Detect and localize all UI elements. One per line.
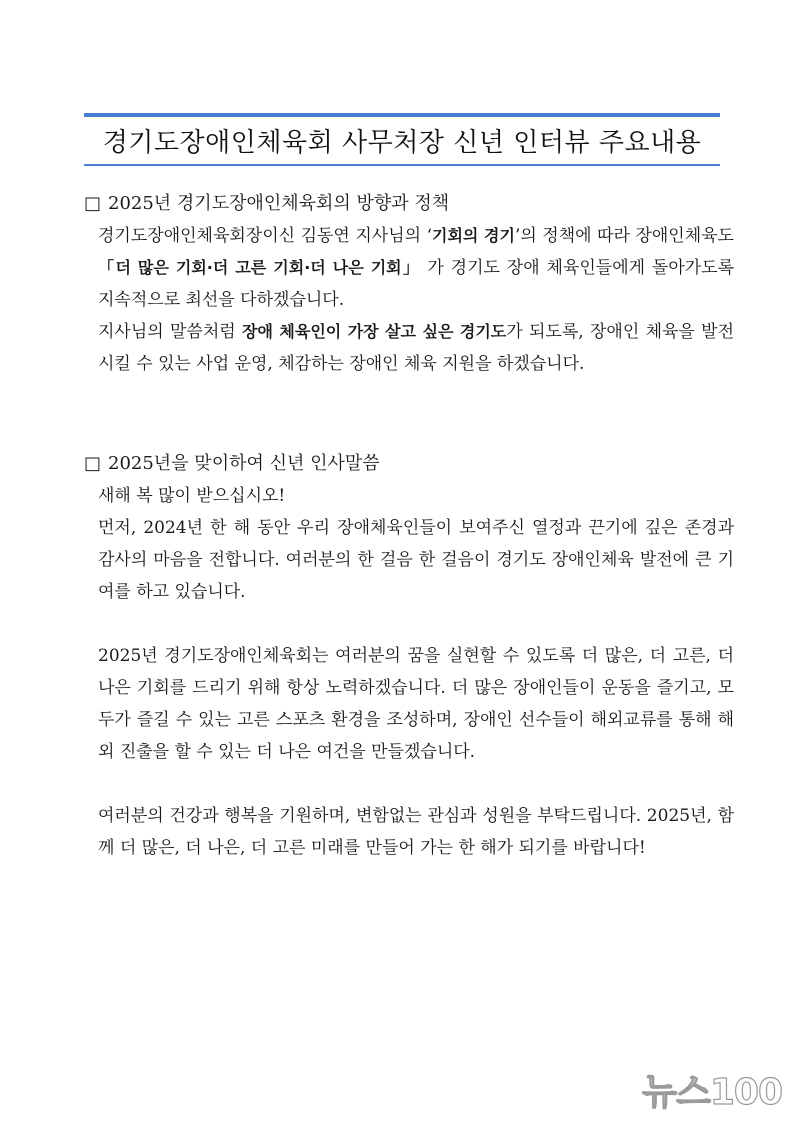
bold-phrase: 장애 체육인이 가장 살고 싶은 경기도: [242, 322, 507, 341]
text-run: 경기도장애인체육회장이신 김동연 지사님의 ‘: [98, 226, 432, 246]
policy-paragraph-1: [98, 220, 734, 316]
news100-watermark-logo: 뉴스100: [642, 1072, 782, 1113]
section-greeting: [84, 450, 734, 864]
greeting-paragraph-2: 먼저, 2024년 한 해 동안 우리 장애체육인들이 보여주신 열정과 끈기에 깊은 존경과 감사의 마음을 전합니다. 여러분의 한 걸음 한 걸음이 경기도 장애인체육 발전에 큰 기여를 하고 있습니다.: [98, 518, 734, 602]
paragraph-gap: [84, 608, 734, 640]
section-heading-policy: [84, 190, 734, 218]
text-run: ’의 정책에 따라 장애인체육도: [514, 226, 734, 246]
bold-phrase: 「더 많은 기회·더 고른 기회·더 나은 기회」: [98, 258, 421, 277]
text-run: 가 경기도 장애 체육인들에게 돌아가도록 지속적으로 최선을 다하겠습니다.: [98, 258, 735, 310]
policy-paragraph-2: [98, 316, 734, 380]
section-policy: [84, 190, 734, 380]
section-heading-greeting: [84, 450, 734, 478]
checkbox-square-icon: □: [84, 453, 102, 474]
bold-phrase: 기회의 경기: [431, 226, 515, 245]
paragraph-gap: [84, 768, 734, 800]
text-run: 지사님의 말씀처럼: [98, 322, 243, 342]
checkbox-square-icon: □: [84, 193, 102, 214]
greeting-paragraph-1: 새해 복 많이 받으십시오!: [98, 486, 286, 506]
greeting-paragraph-3: 2025년 경기도장애인체육회는 여러분의 꿈을 실현할 수 있도록 더 많은, 더 고른, 더 나은 기회를 드리기 위해 항상 노력하겠습니다. 더 많은 장애인들이 운동을 즐기고, 모두가 즐길 수 있는 고른 스포츠 환경을 조성하며, 장애인 선수들이 해외교류를 통해 해외 진출을 할 수 있는 더 나은 여건을 만들겠습니다.: [98, 646, 734, 762]
greeting-paragraph-4: 여러분의 건강과 행복을 기원하며, 변함없는 관심과 성원을 부탁드립니다. 2025년, 함께 더 많은, 더 나은, 더 고른 미래를 만들어 가는 한 해가 되기를 바랍니다!: [98, 806, 734, 858]
document-title-box: [84, 113, 720, 166]
section-heading-text: 2025년을 맞이하여 신년 인사말씀: [108, 453, 380, 474]
document-title: 경기도장애인체육회 사무처장 신년 인터뷰 주요내용: [102, 128, 702, 158]
text-run: 가 되도록, 장애인 체육을 발전시킬 수 있는 사업 운영, 체감하는 장애인 체육 지원을 하겠습니다.: [98, 322, 734, 374]
section-heading-text: 2025년 경기도장애인체육회의 방향과 정책: [108, 193, 450, 214]
